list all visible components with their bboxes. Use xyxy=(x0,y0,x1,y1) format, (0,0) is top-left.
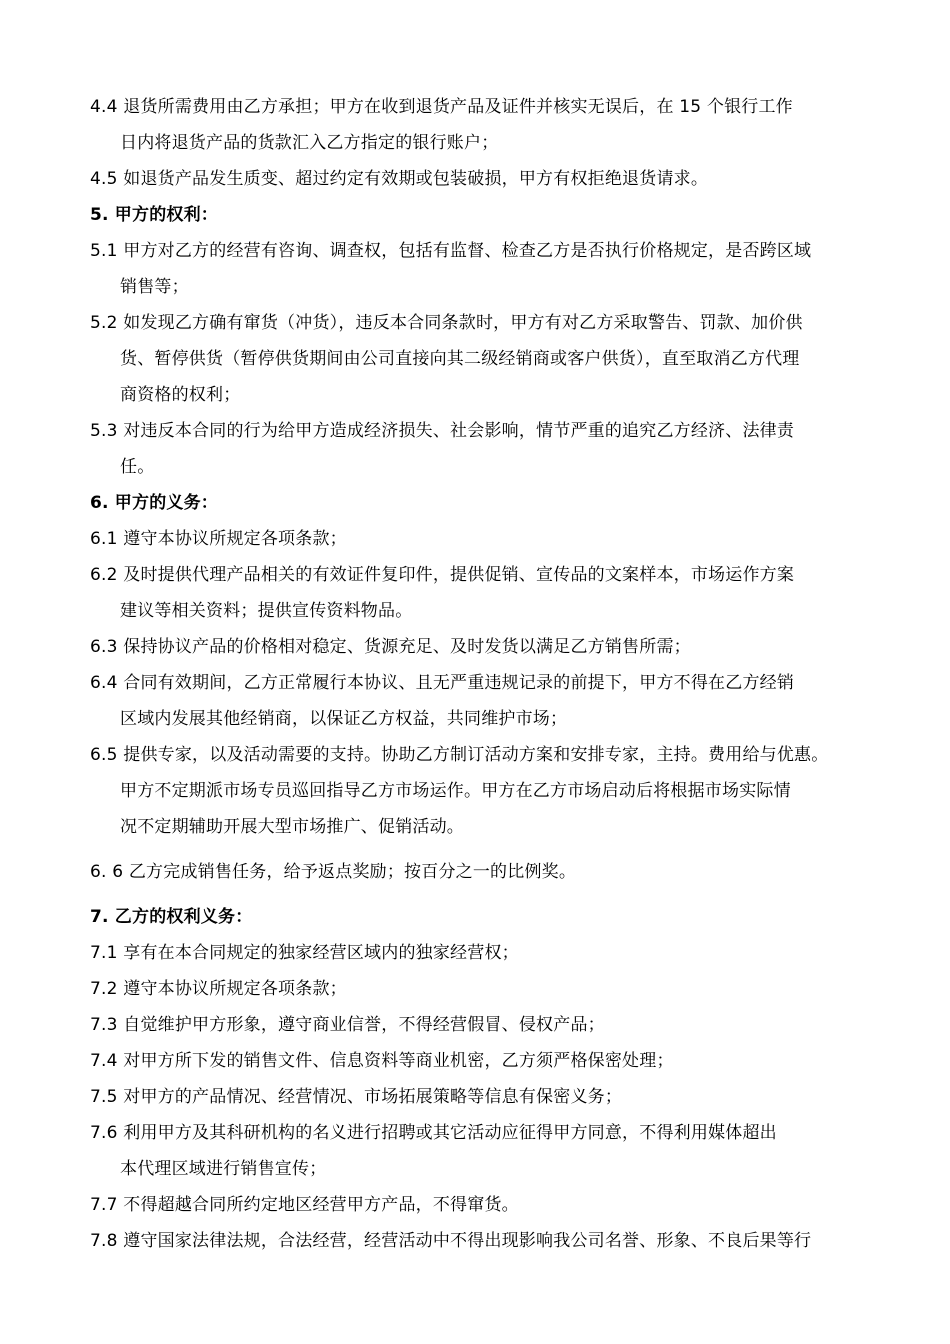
section-6-heading: 6. 甲方的义务： xyxy=(90,493,219,513)
clause-5-2-line-1: 5.2 如发现乙方确有窜货（冲货），违反本合同条款时，甲方有对乙方采取警告、罚款、加价供 xyxy=(90,313,803,333)
clause-5-2-line-2: 货、暂停供货（暂停供货期间由公司直接向其二级经销商或客户供货），直至取消乙方代理 xyxy=(120,349,800,369)
clause-7-1: 7.1 享有在本合同规定的独家经营区域内的独家经营权； xyxy=(90,943,519,963)
clause-4-4-line-2: 日内将退货产品的货款汇入乙方指定的银行账户； xyxy=(120,133,499,153)
clause-6-5-line-2: 甲方不定期派市场专员巡回指导乙方市场运作。甲方在乙方市场启动后将根据市场实际情 xyxy=(120,781,791,801)
clause-6-4-line-1: 6.4 合同有效期间，乙方正常履行本协议、且无严重违规记录的前提下，甲方不得在乙方经销 xyxy=(90,673,795,693)
clause-6-1: 6.1 遵守本协议所规定各项条款； xyxy=(90,529,347,549)
clause-5-3-line-2: 任。 xyxy=(120,457,155,477)
clause-4-5: 4.5 如退货产品发生质变、超过约定有效期或包装破损，甲方有权拒绝退货请求。 xyxy=(90,169,709,189)
clause-5-2-line-3: 商资格的权利； xyxy=(120,385,241,405)
clause-7-7: 7.7 不得超越合同所约定地区经营甲方产品，不得窜货。 xyxy=(90,1195,519,1215)
clause-6-5-line-1: 6.5 提供专家，以及活动需要的支持。协助乙方制订活动方案和安排专家，主持。费用给与优惠。 xyxy=(90,745,829,765)
clause-6-5-line-3: 况不定期辅助开展大型市场推广、促销活动。 xyxy=(120,817,464,837)
clause-7-4: 7.4 对甲方所下发的销售文件、信息资料等商业机密，乙方须严格保密处理； xyxy=(90,1051,674,1071)
clause-7-3: 7.3 自觉维护甲方形象，遵守商业信誉，不得经营假冒、侵权产品； xyxy=(90,1015,605,1035)
clause-5-1-line-2: 销售等； xyxy=(120,277,189,297)
clause-7-6-line-1: 7.6 利用甲方及其科研机构的名义进行招聘或其它活动应征得甲方同意，不得利用媒体超出 xyxy=(90,1123,777,1143)
clause-7-8-line-1: 7.8 遵守国家法律法规，合法经营，经营活动中不得出现影响我公司名誉、形象、不良后果等行 xyxy=(90,1231,812,1251)
clause-5-3-line-1: 5.3 对违反本合同的行为给甲方造成经济损失、社会影响，情节严重的追究乙方经济、法律责 xyxy=(90,421,795,441)
clause-5-1-line-1: 5.1 甲方对乙方的经营有咨询、调查权，包括有监督、检查乙方是否执行价格规定，是否跨区域 xyxy=(90,241,812,261)
clause-7-6-line-2: 本代理区域进行销售宣传； xyxy=(120,1159,327,1179)
clause-7-5: 7.5 对甲方的产品情况、经营情况、市场拓展策略等信息有保密义务； xyxy=(90,1087,623,1107)
section-5-heading: 5. 甲方的权利： xyxy=(90,205,219,225)
clause-6-2-line-2: 建议等相关资料；提供宣传资料物品。 xyxy=(120,601,413,621)
clause-4-4-line-1: 4.4 退货所需费用由乙方承担；甲方在收到退货产品及证件并核实无误后，在 15 个银行工作 xyxy=(90,97,793,117)
section-7-heading: 7. 乙方的权利义务： xyxy=(90,907,253,927)
clause-6-6: 6. 6 乙方完成销售任务，给予返点奖励；按百分之一的比例奖。 xyxy=(90,862,577,882)
clause-7-2: 7.2 遵守本协议所规定各项条款； xyxy=(90,979,347,999)
clause-6-3: 6.3 保持协议产品的价格相对稳定、货源充足、及时发货以满足乙方销售所需； xyxy=(90,637,691,657)
clause-6-2-line-1: 6.2 及时提供代理产品相关的有效证件复印件，提供促销、宣传品的文案样本，市场运作方案 xyxy=(90,565,795,585)
clause-6-4-line-2: 区域内发展其他经销商，以保证乙方权益，共同维护市场； xyxy=(120,709,568,729)
